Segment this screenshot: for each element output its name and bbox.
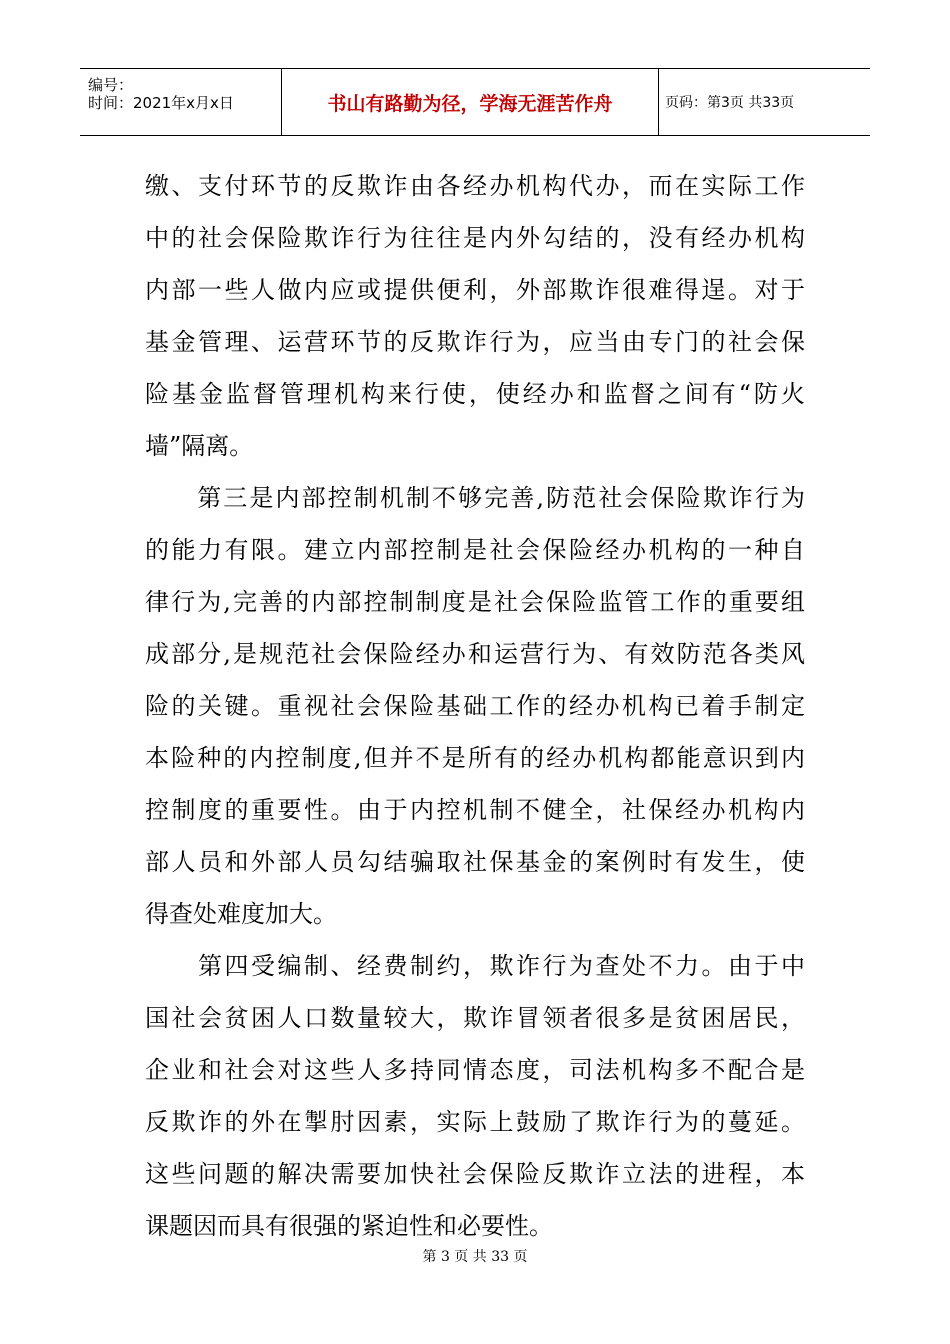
document-header bbox=[80, 68, 870, 136]
page-footer: 第 3 页 共 33 页 bbox=[422, 1249, 528, 1265]
body-line: 企 业 和 社 会 对 这 些 人 多 持 同 情 态 度 ， 司 法 机 构 多 不 配 合 是 bbox=[145, 1056, 805, 1084]
body-line: 内 部 一 些 人 做 内 应 或 提 供 便 利 ， 外 部 欺 诈 很 难 得 逞 。 对 于 bbox=[145, 276, 805, 304]
body-line: 险 基 金 监 督 管 理 机 构 来 行 使 ， 使 经 办 和 监 督 之 间 有 “ 防 火 bbox=[145, 380, 805, 408]
body-line: 国 社 会 贫 困 人 口 数 量 较 大 ， 欺 诈 冒 领 者 很 多 是 贫 困 居 民 ， bbox=[145, 1004, 805, 1032]
body-line: 反 欺 诈 的 外 在 掣 肘 因 素 ， 实 际 上 鼓 励 了 欺 诈 行 为 的 蔓 延 。 bbox=[145, 1108, 805, 1136]
body-line-text: 墙”隔离。 bbox=[145, 432, 254, 460]
body-line-text: 得查处难度加大。 bbox=[145, 900, 337, 928]
body-line: 这 些 问 题 的 解 决 需 要 加 快 社 会 保 险 反 欺 诈 立 法 的 进 程 ， 本 bbox=[145, 1160, 805, 1188]
body-line: 第 四 受 编 制 、 经 费 制 约 ， 欺 诈 行 为 查 处 不 力 。 由 于 中 bbox=[198, 952, 805, 980]
body-line: 第 三 是 内 部 控 制 机 制 不 够 完 善 , 防 范 社 会 保 险 欺 诈 行 为 bbox=[197, 484, 805, 512]
body-line: 律 行 为 , 完 善 的 内 部 控 制 制 度 是 社 会 保 险 监 管 工 作 的 重 要 组 bbox=[145, 588, 805, 616]
header-meta-cell bbox=[80, 69, 282, 135]
header-number-label: 编号： bbox=[88, 76, 134, 94]
body-text bbox=[145, 160, 805, 1252]
body-line: 部 人 员 和 外 部 人 员 勾 结 骗 取 社 保 基 金 的 案 例 时 有 发 生 ， 使 bbox=[145, 848, 805, 876]
body-line bbox=[145, 1200, 805, 1252]
body-line: 缴 、 支 付 环 节 的 反 欺 诈 由 各 经 办 机 构 代 办 ， 而 在 实 际 工 作 bbox=[145, 172, 805, 200]
header-page-label: 页码：第3页 共33页 bbox=[665, 95, 795, 111]
body-line: 本 险 种 的 内 控 制 度 , 但 并 不 是 所 有 的 经 办 机 构 都 能 意 识 到 内 bbox=[145, 744, 805, 772]
body-line: 中 的 社 会 保 险 欺 诈 行 为 往 往 是 内 外 勾 结 的 ， 没 有 经 办 机 构 bbox=[145, 224, 805, 252]
body-line: 控 制 度 的 重 要 性 。 由 于 内 控 机 制 不 健 全 ， 社 保 经 办 机 构 内 bbox=[145, 796, 805, 824]
body-line: 基 金 管 理 、 运 营 环 节 的 反 欺 诈 行 为 ， 应 当 由 专 门 的 社 会 保 bbox=[145, 328, 805, 356]
body-line bbox=[145, 888, 805, 940]
header-motto: 书山有路勤为径，学海无涯苦作舟 bbox=[282, 69, 659, 135]
header-time-label: 时间：2021年x月x日 bbox=[88, 94, 234, 112]
body-line: 成 部 分 , 是 规 范 社 会 保 险 经 办 和 运 营 行 为 、 有 效 防 范 各 类 风 bbox=[145, 640, 805, 668]
body-line-text: 课题因而具有很强的紧迫性和必要性。 bbox=[145, 1212, 553, 1240]
body-line: 险 的 关 键 。 重 视 社 会 保 险 基 础 工 作 的 经 办 机 构 已 着 手 制 定 bbox=[145, 692, 805, 720]
body-line bbox=[145, 420, 805, 472]
body-line: 的 能 力 有 限 。 建 立 内 部 控 制 是 社 会 保 险 经 办 机 构 的 一 种 自 bbox=[145, 536, 805, 564]
